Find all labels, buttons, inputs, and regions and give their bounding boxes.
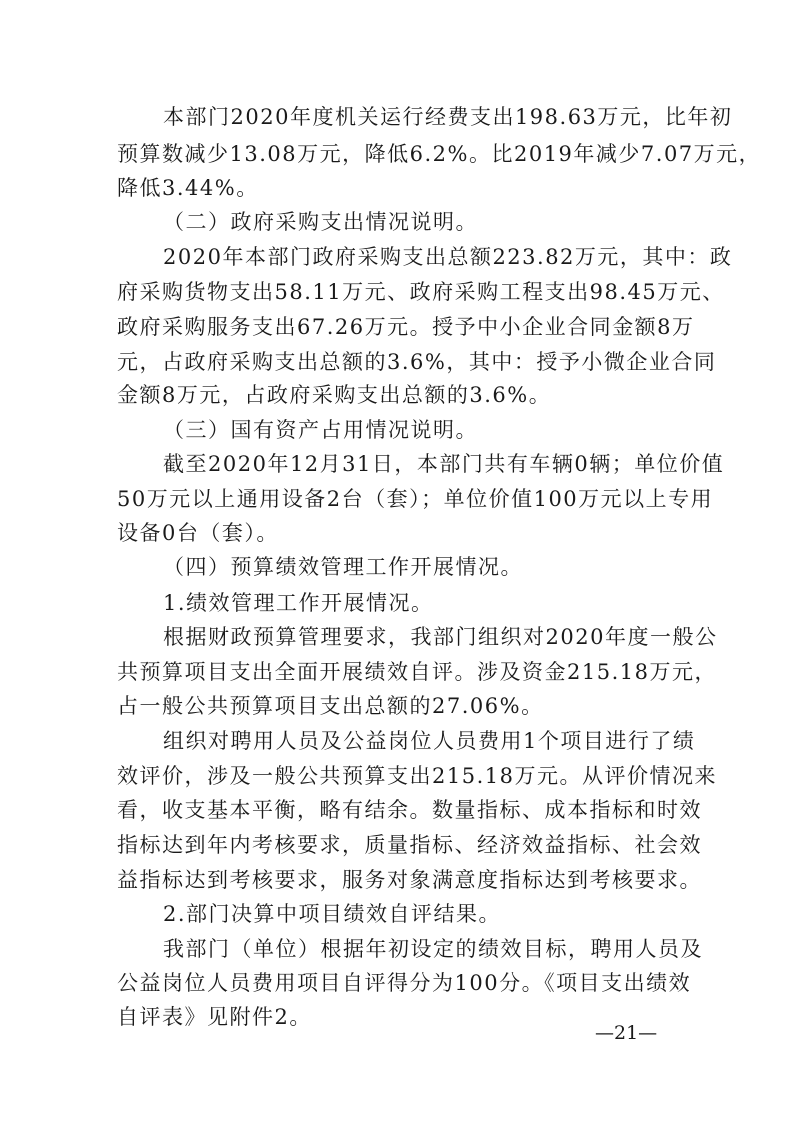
paragraph-line: 2020年本部门政府采购支出总额223.82万元，其中：政 [163,245,733,269]
paragraph-line: 政府采购服务支出67.26万元。授予中小企业合同金额8万 [117,315,695,339]
paragraph-line: 降低3.44%。 [117,176,259,200]
section-heading: （四）预算绩效管理工作开展情况。 [163,555,523,579]
paragraph-line: 看，收支基本平衡，略有结余。数量指标、成本指标和时效 [117,798,702,822]
paragraph-line: 50万元以上通用设备2台（套）；单位价值100万元以上专用 [117,487,714,511]
paragraph-line: 我部门（单位）根据年初设定的绩效目标，聘用人员及 [163,937,703,961]
paragraph-line: 设备0台（套）。 [117,521,279,545]
paragraph-line: 截至2020年12月31日，本部门共有车辆0辆；单位价值 [163,452,725,476]
section-heading: （三）国有资产占用情况说明。 [163,418,478,442]
paragraph-line: 根据财政预算管理要求，我部门组织对2020年度一般公 [163,625,718,649]
paragraph-line: 自评表》见附件2。 [117,1005,312,1029]
paragraph-line: 共预算项目支出全面开展绩效自评。涉及资金215.18万元， [117,660,717,684]
paragraph-line: 本部门2020年度机关运行经费支出198.63万元，比年初 [163,105,733,129]
paragraph-line: 金额8万元，占政府采购支出总额的3.6%。 [117,383,552,407]
paragraph-line: 指标达到年内考核要求，质量指标、经济效益指标、社会效 [117,833,702,857]
paragraph-line: 组织对聘用人员及公益岗位人员费用1个项目进行了绩 [163,729,696,753]
paragraph-line: 效评价，涉及一般公共预算支出215.18万元。从评价情况来 [117,764,717,788]
subsection-heading: 1.绩效管理工作开展情况。 [163,591,434,615]
page-number: —21— [595,1022,658,1044]
paragraph-line: 元，占政府采购支出总额的3.6%，其中：授予小微企业合同 [117,350,717,374]
subsection-heading: 2.部门决算中项目绩效自评结果。 [163,902,502,926]
paragraph-line: 府采购货物支出58.11万元、政府采购工程支出98.45万元、 [117,280,725,304]
paragraph-line: 预算数减少13.08万元，降低6.2%。比2019年减少7.07万元， [117,142,762,166]
paragraph-line: 益指标达到考核要求，服务对象满意度指标达到考核要求。 [117,868,702,892]
paragraph-line: 公益岗位人员费用项目自评得分为100分。《项目支出绩效 [117,971,692,995]
section-heading: （二）政府采购支出情况说明。 [163,210,478,234]
paragraph-line: 占一般公共预算项目支出总额的27.06%。 [117,694,544,718]
